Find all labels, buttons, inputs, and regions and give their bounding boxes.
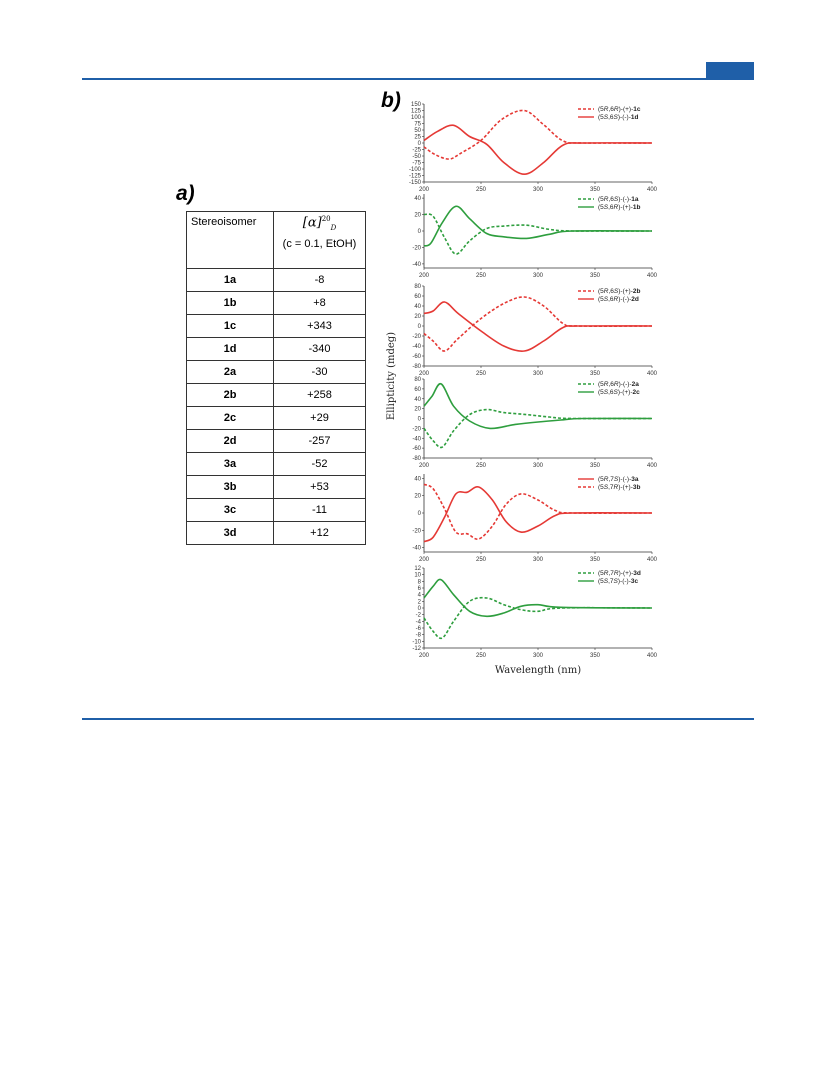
table-row xyxy=(187,430,366,453)
stereoisomer-id: 2a xyxy=(187,361,274,384)
x-tick-label: 200 xyxy=(418,463,430,469)
legend-entry: (5S,6S)-(-)-1d xyxy=(598,114,639,122)
stereoisomer-id: 1c xyxy=(187,315,274,338)
y-tick-label: 40 xyxy=(414,304,421,310)
y-tick-label: -20 xyxy=(412,334,421,340)
rotation-value: +8 xyxy=(274,292,366,315)
rotation-value: -340 xyxy=(274,338,366,361)
y-tick-label: 60 xyxy=(414,294,421,300)
cd-panel xyxy=(412,474,657,563)
cd-series-3d xyxy=(424,598,652,639)
y-tick-label: 8 xyxy=(417,579,421,586)
x-tick-label: 350 xyxy=(589,653,601,659)
panel-b-label: b) xyxy=(381,89,401,112)
x-tick-label: 250 xyxy=(475,463,487,469)
stereoisomer-id: 2b xyxy=(187,384,274,407)
y-tick-label: -80 xyxy=(412,456,421,462)
rotation-value: -8 xyxy=(274,269,366,292)
cd-series-2d xyxy=(424,302,652,351)
x-tick-label: 200 xyxy=(418,371,430,377)
panel-a-label: a) xyxy=(176,182,195,205)
y-tick-label: 40 xyxy=(414,196,421,203)
footer-rule xyxy=(82,718,754,720)
x-tick-label: 300 xyxy=(532,371,544,377)
stereoisomer-id: 3b xyxy=(187,476,274,499)
x-tick-label: 300 xyxy=(532,653,544,659)
x-tick-label: 250 xyxy=(475,653,487,659)
y-tick-label: -50 xyxy=(412,154,421,160)
y-tick-label: 12 xyxy=(414,566,421,572)
legend-entry: (5R,7R)-(+)-3d xyxy=(598,570,641,578)
rotation-value: +12 xyxy=(274,522,366,545)
table-row xyxy=(187,338,366,361)
y-tick-label: 0 xyxy=(417,141,421,147)
rotation-value: +258 xyxy=(274,384,366,407)
legend-entry: (5S,6S)-(+)-2c xyxy=(598,389,640,397)
y-tick-label: -20 xyxy=(412,245,421,252)
header-stereoisomer: Stereoisomer xyxy=(187,212,274,269)
x-tick-label: 400 xyxy=(646,371,658,377)
legend-entry: (5R,7S)-(-)-3a xyxy=(598,476,639,484)
y-tick-label: 80 xyxy=(414,284,421,290)
y-tick-label: 50 xyxy=(414,128,421,134)
rotation-value: +343 xyxy=(274,315,366,338)
y-tick-label: 4 xyxy=(417,592,421,599)
x-tick-label: 250 xyxy=(475,557,487,563)
legend-entry: (5R,6R)-(+)-1c xyxy=(598,106,641,114)
x-tick-label: 350 xyxy=(589,557,601,563)
y-axis-title: Ellipticity (mdeg) xyxy=(386,331,397,421)
cd-panel xyxy=(412,194,657,279)
cd-series-1a xyxy=(424,214,652,254)
y-tick-label: 60 xyxy=(414,386,421,393)
table-row xyxy=(187,315,366,338)
cd-panel xyxy=(412,377,657,469)
x-tick-label: 350 xyxy=(589,463,601,469)
y-tick-label: -75 xyxy=(412,160,421,167)
y-tick-label: -25 xyxy=(412,147,421,154)
y-tick-label: 0 xyxy=(417,324,421,330)
x-tick-label: 300 xyxy=(532,557,544,563)
y-tick-label: -60 xyxy=(412,354,421,360)
y-tick-label: -125 xyxy=(408,173,421,180)
legend-entry: (5R,6S)-(-)-1a xyxy=(598,196,639,204)
stereoisomer-id: 3a xyxy=(187,453,274,476)
x-tick-label: 400 xyxy=(646,187,658,193)
table-row xyxy=(187,499,366,522)
header-tab xyxy=(706,62,754,78)
x-tick-label: 350 xyxy=(589,371,601,377)
y-tick-label: 40 xyxy=(414,396,421,403)
x-tick-label: 200 xyxy=(418,653,430,659)
y-tick-label: -40 xyxy=(412,436,421,443)
y-tick-label: 40 xyxy=(414,476,421,483)
legend-entry: (5S,7R)-(+)-3b xyxy=(598,484,641,492)
x-tick-label: 250 xyxy=(475,187,487,193)
legend-entry: (5S,6R)-(+)-1b xyxy=(598,204,641,212)
table-row xyxy=(187,269,366,292)
x-axis-title: Wavelength (nm) xyxy=(494,665,582,676)
table-row xyxy=(187,522,366,545)
x-tick-label: 250 xyxy=(475,273,487,279)
y-tick-label: -20 xyxy=(412,426,421,433)
table-row xyxy=(187,384,366,407)
y-tick-label: 100 xyxy=(410,115,421,121)
alpha-symbol: $[\alpha]^{20}_D$ xyxy=(302,215,337,232)
x-tick-label: 400 xyxy=(646,273,658,279)
x-tick-label: 400 xyxy=(646,653,658,659)
rotation-value: -52 xyxy=(274,453,366,476)
rotation-value: -30 xyxy=(274,361,366,384)
y-tick-label: 80 xyxy=(414,377,421,383)
table-header-row xyxy=(187,212,366,269)
x-tick-label: 300 xyxy=(532,463,544,469)
y-tick-label: -40 xyxy=(412,545,421,552)
x-tick-label: 200 xyxy=(418,557,430,563)
rotation-conditions: (c = 0.1, EtOH) xyxy=(282,237,357,250)
table-row xyxy=(187,361,366,384)
y-tick-label: -8 xyxy=(415,632,421,639)
x-tick-label: 300 xyxy=(532,273,544,279)
y-tick-label: -4 xyxy=(415,619,421,626)
x-tick-label: 350 xyxy=(589,273,601,279)
legend-entry: (5S,6R)-(-)-2d xyxy=(598,296,639,304)
rotation-value: +29 xyxy=(274,407,366,430)
stereoisomer-id: 1b xyxy=(187,292,274,315)
y-tick-label: -6 xyxy=(415,626,421,632)
y-tick-label: 150 xyxy=(410,102,421,108)
stereoisomer-id: 1a xyxy=(187,269,274,292)
rotation-value: -257 xyxy=(274,430,366,453)
y-tick-label: 2 xyxy=(417,599,421,606)
legend-entry: (5R,6R)-(-)-2a xyxy=(598,381,639,389)
rotation-value: -11 xyxy=(274,499,366,522)
stereoisomer-id: 3d xyxy=(187,522,274,545)
y-tick-label: -12 xyxy=(412,646,421,652)
x-tick-label: 350 xyxy=(589,187,601,193)
header-rotation xyxy=(274,212,366,269)
table-row xyxy=(187,453,366,476)
y-tick-label: 0 xyxy=(417,416,421,423)
y-tick-label: -60 xyxy=(412,446,421,453)
x-tick-label: 250 xyxy=(475,371,487,377)
y-tick-label: 0 xyxy=(417,511,421,517)
stereoisomer-id: 2c xyxy=(187,407,274,430)
cd-spectra-figure xyxy=(380,96,670,686)
legend-entry: (5R,6S)-(+)-2b xyxy=(598,288,641,296)
y-tick-label: 125 xyxy=(410,108,421,115)
cd-series-2b xyxy=(424,297,652,351)
rotation-value: +53 xyxy=(274,476,366,499)
cd-panel xyxy=(412,284,657,377)
optical-rotation-table xyxy=(186,211,366,545)
y-tick-label: 20 xyxy=(414,406,421,413)
table-row xyxy=(187,407,366,430)
y-tick-label: -10 xyxy=(412,639,421,646)
x-tick-label: 400 xyxy=(646,557,658,563)
cd-series-1d xyxy=(424,125,652,174)
y-tick-label: 20 xyxy=(414,314,421,320)
x-tick-label: 400 xyxy=(646,463,658,469)
y-tick-label: 10 xyxy=(414,572,421,579)
y-tick-label: -2 xyxy=(415,612,421,619)
y-tick-label: 75 xyxy=(414,121,421,128)
stereoisomer-id: 3c xyxy=(187,499,274,522)
y-tick-label: -100 xyxy=(408,167,421,173)
cd-panel xyxy=(409,102,658,193)
y-tick-label: 0 xyxy=(417,229,421,235)
y-tick-label: -80 xyxy=(412,364,421,370)
x-tick-label: 200 xyxy=(418,273,430,279)
x-tick-label: 300 xyxy=(532,187,544,193)
y-tick-label: -40 xyxy=(412,344,421,350)
y-tick-label: 25 xyxy=(414,134,421,141)
legend-entry: (5S,7S)-(-)-3c xyxy=(598,578,639,586)
stereoisomer-id: 2d xyxy=(187,430,274,453)
cd-panel xyxy=(412,566,657,659)
y-tick-label: -150 xyxy=(408,180,421,186)
table-row xyxy=(187,292,366,315)
y-tick-label: -20 xyxy=(412,528,421,535)
y-tick-label: 20 xyxy=(414,212,421,219)
y-tick-label: 0 xyxy=(417,606,421,612)
y-tick-label: 20 xyxy=(414,493,421,500)
header-rule xyxy=(82,78,754,80)
cd-series-2a xyxy=(424,410,652,448)
y-tick-label: 6 xyxy=(417,586,421,592)
stereoisomer-id: 1d xyxy=(187,338,274,361)
y-tick-label: -40 xyxy=(412,261,421,268)
table-row xyxy=(187,476,366,499)
x-tick-label: 200 xyxy=(418,187,430,193)
cd-series-1b xyxy=(424,206,652,246)
